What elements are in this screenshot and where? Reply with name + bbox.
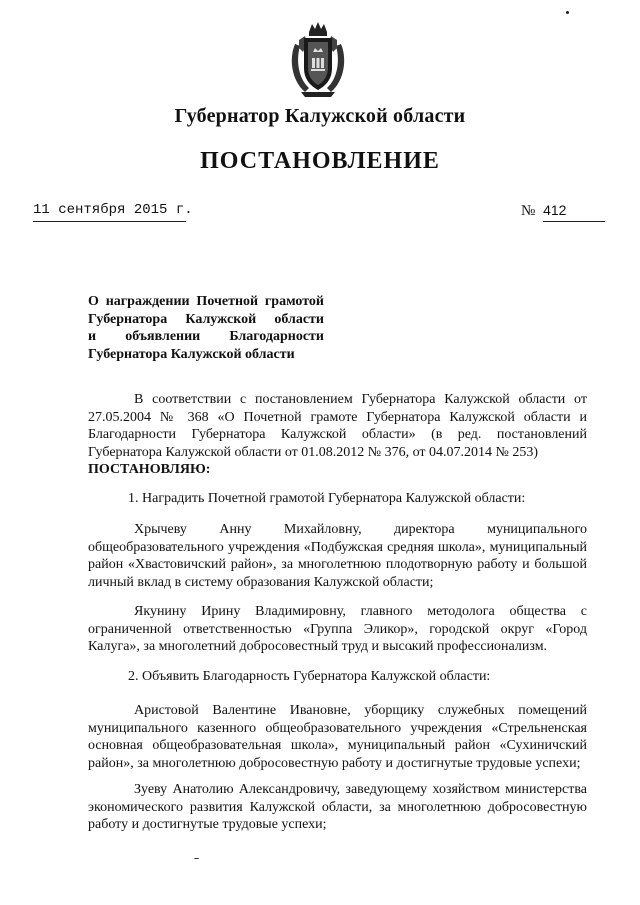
subject-line: Губернатора Калужской области bbox=[88, 346, 295, 362]
preamble-block bbox=[88, 391, 587, 479]
item-2-heading-block bbox=[88, 668, 587, 686]
subject-line: и объявлении Благодарности bbox=[88, 329, 324, 344]
item-1-heading: 1. Наградить Почетной грамотой Губернатора Калужской области: bbox=[128, 491, 526, 506]
coat-of-arms-emblem bbox=[287, 22, 349, 98]
decree-word: ПОСТАНОВЛЯЮ: bbox=[88, 462, 211, 477]
preamble-paragraph: В соответствии с постановлением Губернатора Калужской области от 27.05.2004 № 368 «О Почетной грамоте Губернатора Калужской области и Благодарности Губернатора Калужской области» (в ред. постановлений Губернатора Калужской области от 01.08.2012 № 376, от 04.07.2014 № 253) bbox=[88, 392, 587, 460]
award-paragraph: Якунину Ирину Владимировну, главного методолога общества с ограниченной ответственностью «Группа Эликор», городской округ «Город Калуга», за многолетний добросовестный труд и высокий профессионализм. bbox=[88, 604, 587, 654]
award-paragraph: Хрычеву Анну Михайловну, директора муниципального общеобразовательного учреждения «Подбужская средняя школа», муниципальный район «Хвастовичский район», за многолетнюю плодотворную работу и большой личный вклад в систему образования Калужской области; bbox=[88, 522, 587, 590]
item-2-heading: 2. Объявить Благодарность Губернатора Калужской области: bbox=[128, 669, 491, 684]
subject-line: О награждении Почетной грамотой bbox=[88, 294, 324, 309]
number-sign: № bbox=[521, 203, 536, 219]
item-1-heading-block bbox=[88, 490, 587, 508]
thanks-paragraph: Зуеву Анатолию Александровичу, заведующему хозяйством министерства экономического развития Калужской области, за многолетнюю добросовестную работу и достигнутые трудовые успехи; bbox=[88, 782, 587, 832]
number-value: 412 bbox=[543, 202, 567, 218]
document-date: 11 сентября 2015 г. bbox=[33, 202, 193, 218]
document-subject bbox=[88, 293, 324, 363]
thanks-paragraph-2-block bbox=[88, 781, 587, 834]
scan-speck bbox=[566, 11, 569, 14]
date-underline bbox=[33, 221, 186, 222]
document-type-heading: ПОСТАНОВЛЕНИЕ bbox=[200, 148, 440, 174]
document-number bbox=[521, 202, 566, 220]
award-paragraph-2-block bbox=[88, 603, 587, 656]
award-paragraph-1-block bbox=[88, 521, 587, 591]
thanks-paragraph: Аристовой Валентине Ивановне, уборщику служебных помещений муниципального казенного общеобразовательного учреждения «Стрельненская основная общеобразовательная школа», муниципальный район «Сухиничский район», за многолетнюю добросовестную работу и достигнутые трудовые успехи; bbox=[88, 703, 587, 771]
subject-line: Губернатора Калужской области bbox=[88, 311, 324, 327]
issuer-title: Губернатор Калужской области bbox=[174, 105, 466, 127]
thanks-paragraph-1-block bbox=[88, 702, 587, 772]
number-underline bbox=[543, 221, 605, 222]
scan-speck bbox=[194, 858, 199, 859]
